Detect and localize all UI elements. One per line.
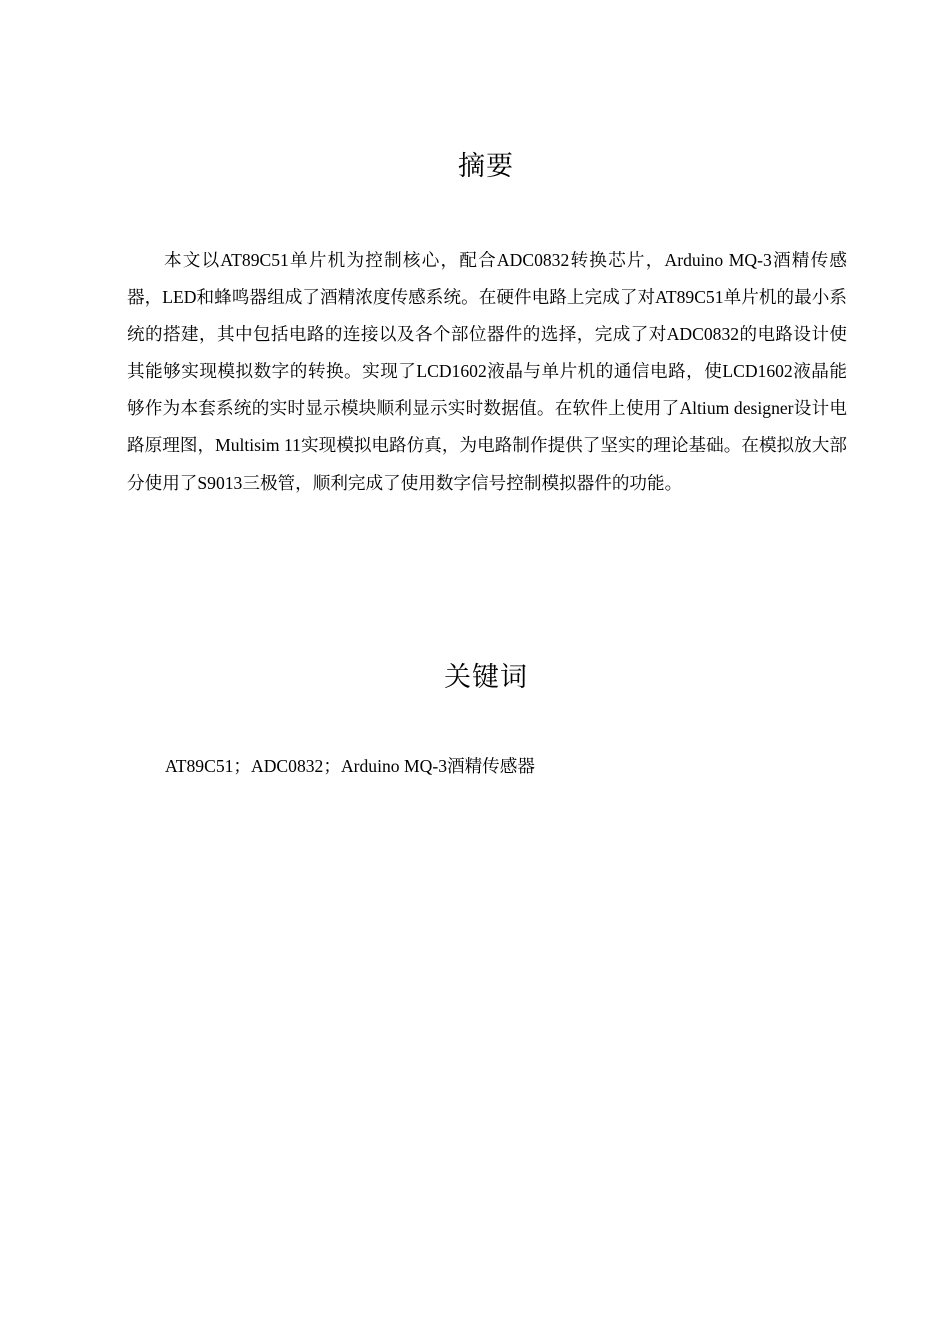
keywords-heading: 关键词 <box>444 662 528 693</box>
keywords-list: AT89C51；ADC0832；Arduino MQ-3酒精传感器 <box>165 756 535 776</box>
abstract-paragraph: 本文以AT89C51单片机为控制核心，配合ADC0832转换芯片，Arduino MQ-3酒精传感器，LED和蜂鸣器组成了酒精浓度传感系统。在硬件电路上完成了对AT89C51单片机的最小系统的搭建，其中包括电路的连接以及各个部位器件的选择，完成了对ADC0832的电路设计使其能够实现模拟数字的转换。实现了LCD1602液晶与单片机的通信电路，使LCD1602液晶能够作为本套系统的实时显示模块顺利显示实时数据值。在软件上使用了Altium designer设计电路原理图，Multisim 11实现模拟电路仿真，为电路制作提供了坚实的理论基础。在模拟放大部分使用了S9013三极管，顺利完成了使用数字信号控制模拟器件的功能。 <box>127 250 847 493</box>
abstract-heading: 摘要 <box>458 151 514 182</box>
